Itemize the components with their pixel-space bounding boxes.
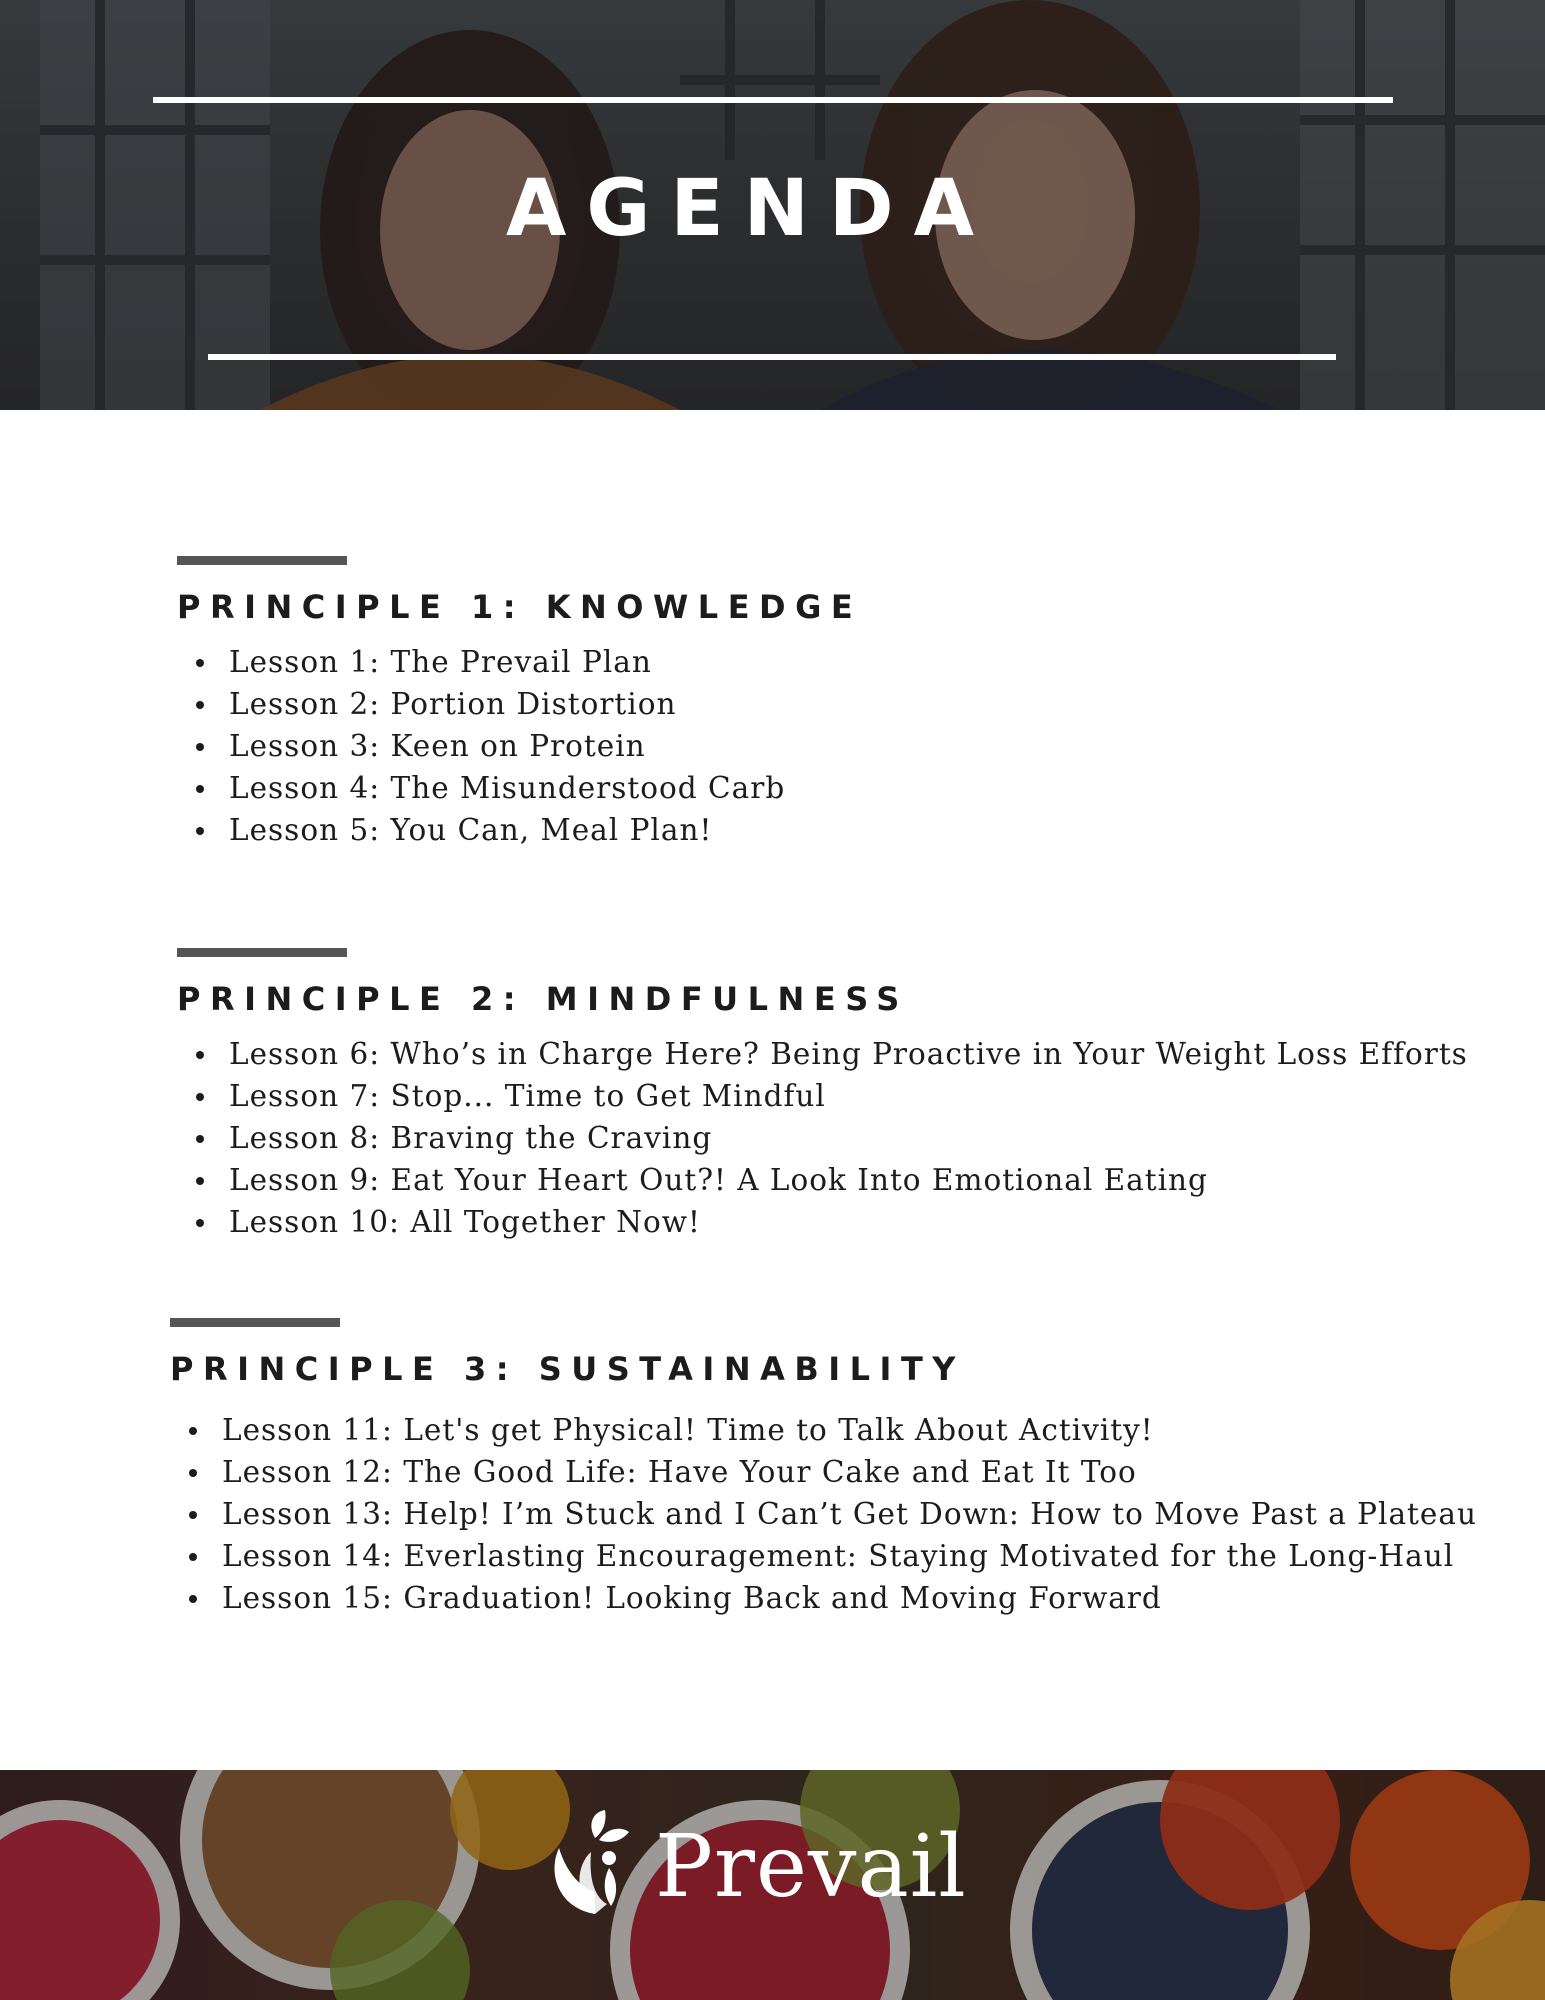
lesson-item: Lesson 15: Graduation! Looking Back and Moving Forward <box>170 1577 1477 1619</box>
lesson-item: Lesson 12: The Good Life: Have Your Cake and Eat It Too <box>170 1451 1477 1493</box>
lesson-item: Lesson 5: You Can, Meal Plan! <box>177 809 862 851</box>
lesson-list <box>177 1033 1468 1243</box>
brand-name: Prevail <box>655 1817 967 1917</box>
principle-section-mindfulness <box>177 948 1468 1243</box>
lesson-item: Lesson 6: Who’s in Charge Here? Being Proactive in Your Weight Loss Efforts <box>177 1033 1468 1075</box>
principle-section-sustainability <box>170 1318 1477 1619</box>
section-accent-bar <box>177 556 347 565</box>
lesson-item: Lesson 10: All Together Now! <box>177 1201 1468 1243</box>
lesson-item: Lesson 11: Let's get Physical! Time to Talk About Activity! <box>170 1409 1477 1451</box>
lesson-item: Lesson 2: Portion Distortion <box>177 683 862 725</box>
lesson-item: Lesson 8: Braving the Craving <box>177 1117 1468 1159</box>
principle-title: PRINCIPLE 1: KNOWLEDGE <box>177 588 863 626</box>
lesson-item: Lesson 13: Help! I’m Stuck and I Can’t Get Down: How to Move Past a Plateau <box>170 1493 1477 1535</box>
header-bottom-rule <box>208 354 1336 360</box>
section-accent-bar <box>177 948 347 957</box>
lesson-list <box>177 641 862 851</box>
lesson-list <box>170 1409 1477 1619</box>
prevail-logo <box>545 1810 985 1930</box>
lesson-item: Lesson 3: Keen on Protein <box>177 725 862 767</box>
principle-title: PRINCIPLE 2: MINDFULNESS <box>177 980 909 1018</box>
footer-photo-band <box>0 1770 1545 2000</box>
lesson-item: Lesson 7: Stop... Time to Get Mindful <box>177 1075 1468 1117</box>
principle-title: PRINCIPLE 3: SUSTAINABILITY <box>170 1350 965 1388</box>
header-photo-band <box>0 0 1545 410</box>
lesson-item: Lesson 14: Everlasting Encouragement: Staying Motivated for the Long-Haul <box>170 1535 1477 1577</box>
prevail-leaf-figure-icon <box>545 1810 645 1920</box>
page-title: AGENDA <box>505 164 995 254</box>
lesson-item: Lesson 4: The Misunderstood Carb <box>177 767 862 809</box>
header-top-rule <box>153 97 1393 103</box>
principle-section-knowledge <box>177 556 862 851</box>
lesson-item: Lesson 1: The Prevail Plan <box>177 641 862 683</box>
section-accent-bar <box>170 1318 340 1327</box>
lesson-item: Lesson 9: Eat Your Heart Out?! A Look Into Emotional Eating <box>177 1159 1468 1201</box>
